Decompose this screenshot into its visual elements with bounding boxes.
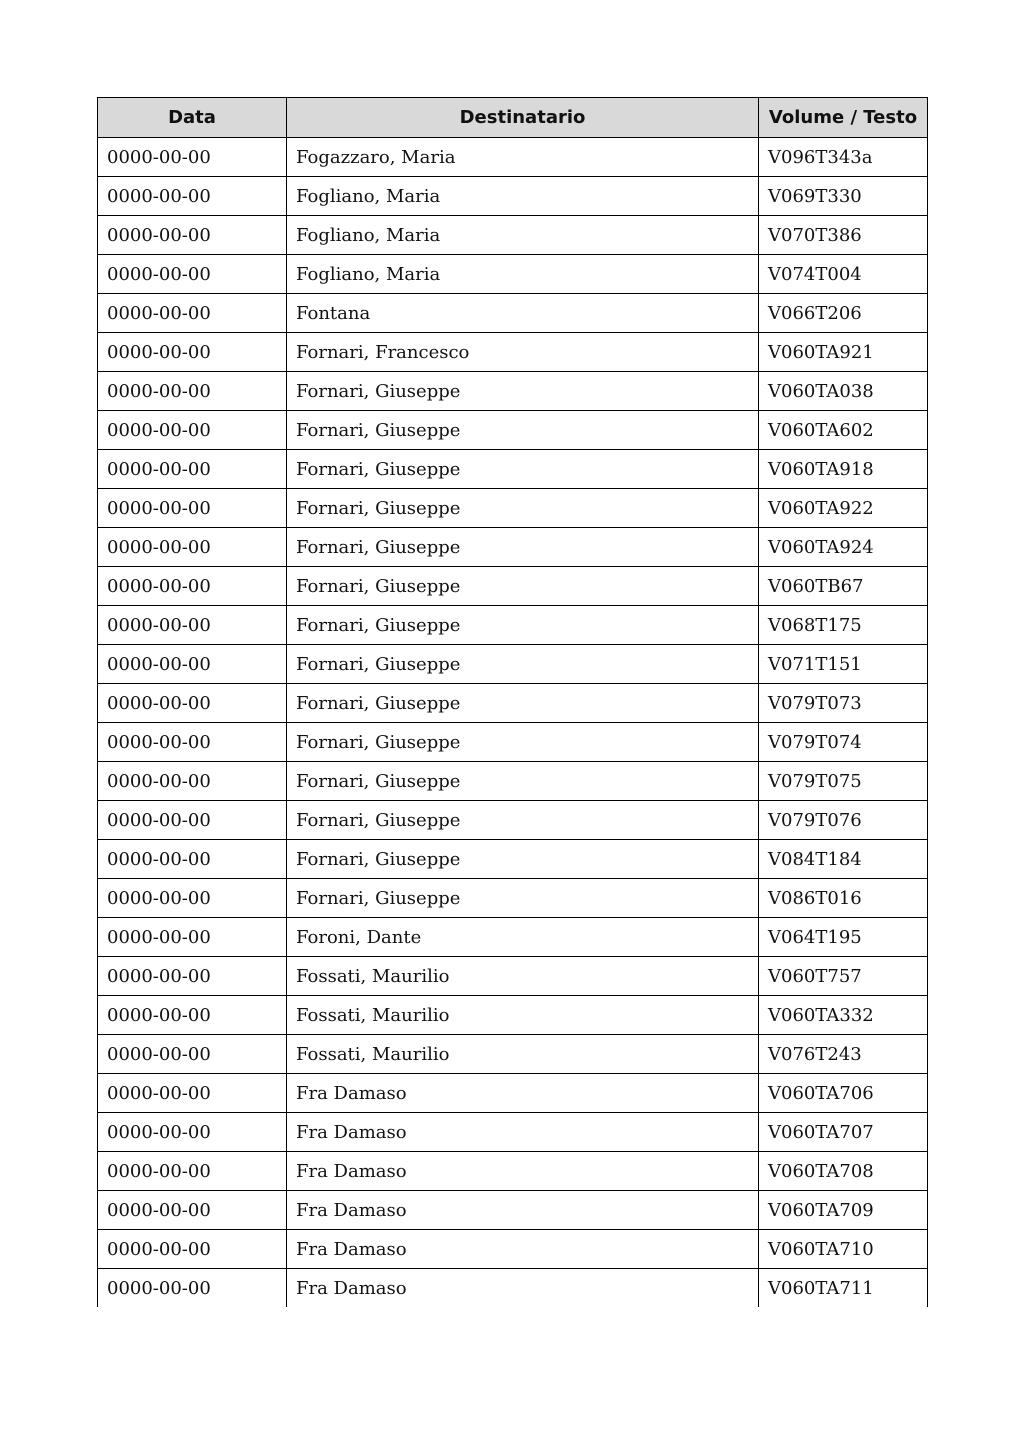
cell-date: 0000-00-00: [98, 528, 287, 567]
cell-date: 0000-00-00: [98, 177, 287, 216]
cell-volume: V060TA710: [759, 1230, 928, 1269]
cell-recipient: Fogliano, Maria: [287, 216, 759, 255]
table-row: [98, 840, 928, 879]
table-row: [98, 1230, 928, 1269]
cell-recipient: Fogliano, Maria: [287, 177, 759, 216]
table-row: [98, 1113, 928, 1152]
cell-volume: V079T073: [759, 684, 928, 723]
cell-recipient: Fontana: [287, 294, 759, 333]
table-row: [98, 801, 928, 840]
cell-recipient: Fornari, Giuseppe: [287, 723, 759, 762]
cell-volume: V076T243: [759, 1035, 928, 1074]
cell-volume: V060TA038: [759, 372, 928, 411]
cell-volume: V060TA924: [759, 528, 928, 567]
cell-recipient: Fornari, Giuseppe: [287, 567, 759, 606]
cell-recipient: Fornari, Giuseppe: [287, 645, 759, 684]
table-row: [98, 879, 928, 918]
cell-date: 0000-00-00: [98, 606, 287, 645]
table-row: [98, 723, 928, 762]
cell-date: 0000-00-00: [98, 1035, 287, 1074]
cell-volume: V079T075: [759, 762, 928, 801]
cell-volume: V071T151: [759, 645, 928, 684]
table-row: [98, 294, 928, 333]
table-row: [98, 1074, 928, 1113]
table-row: [98, 411, 928, 450]
cell-date: 0000-00-00: [98, 138, 287, 177]
cell-volume: V060TA602: [759, 411, 928, 450]
cell-recipient: Fornari, Giuseppe: [287, 801, 759, 840]
header-row: [98, 98, 928, 138]
cell-date: 0000-00-00: [98, 1113, 287, 1152]
cell-date: 0000-00-00: [98, 411, 287, 450]
table-row: [98, 996, 928, 1035]
cell-date: 0000-00-00: [98, 1269, 287, 1308]
header-volume: Volume / Testo: [759, 98, 928, 138]
cell-recipient: Fornari, Giuseppe: [287, 489, 759, 528]
cell-volume: V068T175: [759, 606, 928, 645]
cell-date: 0000-00-00: [98, 1191, 287, 1230]
table-row: [98, 1152, 928, 1191]
table-row: [98, 762, 928, 801]
cell-recipient: Fornari, Giuseppe: [287, 606, 759, 645]
cell-date: 0000-00-00: [98, 762, 287, 801]
letters-table: [97, 97, 928, 1307]
table-row: [98, 528, 928, 567]
cell-date: 0000-00-00: [98, 840, 287, 879]
cell-volume: V079T076: [759, 801, 928, 840]
table-row: [98, 450, 928, 489]
table-row: [98, 684, 928, 723]
cell-date: 0000-00-00: [98, 489, 287, 528]
cell-volume: V060T757: [759, 957, 928, 996]
cell-recipient: Fornari, Giuseppe: [287, 762, 759, 801]
cell-volume: V060TA707: [759, 1113, 928, 1152]
table-row: [98, 216, 928, 255]
cell-recipient: Fra Damaso: [287, 1152, 759, 1191]
cell-date: 0000-00-00: [98, 294, 287, 333]
cell-date: 0000-00-00: [98, 333, 287, 372]
cell-date: 0000-00-00: [98, 567, 287, 606]
table-row: [98, 957, 928, 996]
cell-recipient: Fornari, Giuseppe: [287, 840, 759, 879]
cell-recipient: Fra Damaso: [287, 1230, 759, 1269]
cell-volume: V060TB67: [759, 567, 928, 606]
cell-recipient: Fra Damaso: [287, 1113, 759, 1152]
cell-volume: V086T016: [759, 879, 928, 918]
cell-volume: V069T330: [759, 177, 928, 216]
table-body: [98, 138, 928, 1308]
cell-date: 0000-00-00: [98, 372, 287, 411]
cell-volume: V066T206: [759, 294, 928, 333]
cell-volume: V060TA706: [759, 1074, 928, 1113]
cell-recipient: Fornari, Giuseppe: [287, 450, 759, 489]
cell-recipient: Fornari, Francesco: [287, 333, 759, 372]
cell-date: 0000-00-00: [98, 1230, 287, 1269]
cell-volume: V060TA708: [759, 1152, 928, 1191]
cell-volume: V084T184: [759, 840, 928, 879]
header-date: Data: [98, 98, 287, 138]
cell-volume: V060TA921: [759, 333, 928, 372]
cell-volume: V064T195: [759, 918, 928, 957]
cell-recipient: Fra Damaso: [287, 1074, 759, 1113]
table-row: [98, 606, 928, 645]
table-row: [98, 333, 928, 372]
cell-recipient: Fossati, Maurilio: [287, 996, 759, 1035]
cell-date: 0000-00-00: [98, 1074, 287, 1113]
table-row: [98, 1035, 928, 1074]
cell-recipient: Fogliano, Maria: [287, 255, 759, 294]
table-row: [98, 645, 928, 684]
cell-recipient: Fornari, Giuseppe: [287, 411, 759, 450]
table-row: [98, 567, 928, 606]
table-row: [98, 1191, 928, 1230]
cell-date: 0000-00-00: [98, 1152, 287, 1191]
table-row: [98, 1269, 928, 1308]
cell-volume: V096T343a: [759, 138, 928, 177]
cell-volume: V060TA711: [759, 1269, 928, 1308]
cell-date: 0000-00-00: [98, 879, 287, 918]
cell-recipient: Fossati, Maurilio: [287, 957, 759, 996]
header-recipient: Destinatario: [287, 98, 759, 138]
cell-volume: V070T386: [759, 216, 928, 255]
cell-date: 0000-00-00: [98, 957, 287, 996]
cell-recipient: Fra Damaso: [287, 1191, 759, 1230]
cell-volume: V074T004: [759, 255, 928, 294]
cell-date: 0000-00-00: [98, 723, 287, 762]
cell-recipient: Fornari, Giuseppe: [287, 372, 759, 411]
table-row: [98, 489, 928, 528]
table-row: [98, 918, 928, 957]
cell-date: 0000-00-00: [98, 801, 287, 840]
table-header: [98, 98, 928, 138]
cell-date: 0000-00-00: [98, 645, 287, 684]
cell-volume: V060TA922: [759, 489, 928, 528]
cell-recipient: Foroni, Dante: [287, 918, 759, 957]
cell-recipient: Fornari, Giuseppe: [287, 684, 759, 723]
cell-date: 0000-00-00: [98, 255, 287, 294]
cell-date: 0000-00-00: [98, 996, 287, 1035]
table-row: [98, 138, 928, 177]
cell-volume: V079T074: [759, 723, 928, 762]
cell-recipient: Fornari, Giuseppe: [287, 528, 759, 567]
table-row: [98, 177, 928, 216]
cell-date: 0000-00-00: [98, 684, 287, 723]
cell-volume: V060TA918: [759, 450, 928, 489]
cell-volume: V060TA709: [759, 1191, 928, 1230]
cell-date: 0000-00-00: [98, 450, 287, 489]
cell-recipient: Fossati, Maurilio: [287, 1035, 759, 1074]
table-row: [98, 372, 928, 411]
cell-date: 0000-00-00: [98, 918, 287, 957]
table-row: [98, 255, 928, 294]
cell-recipient: Fogazzaro, Maria: [287, 138, 759, 177]
cell-recipient: Fornari, Giuseppe: [287, 879, 759, 918]
cell-volume: V060TA332: [759, 996, 928, 1035]
cell-recipient: Fra Damaso: [287, 1269, 759, 1308]
cell-date: 0000-00-00: [98, 216, 287, 255]
